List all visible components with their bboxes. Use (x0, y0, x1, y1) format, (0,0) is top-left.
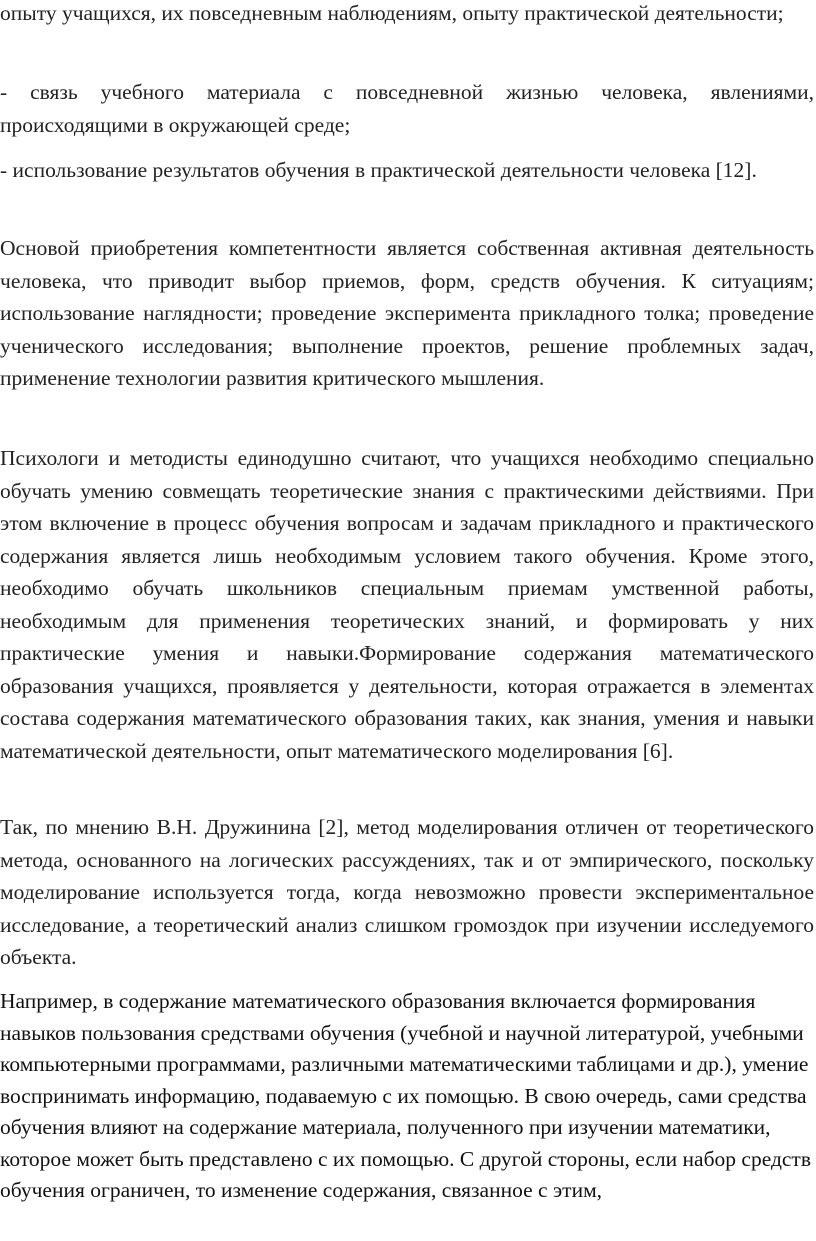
paragraph-5: Психологи и методисты единодушно считают, что учащихся необходимо специально обучать умению совмещать теоретические знания с практическими действиями. При этом включение в процесс обучения вопросам и задачам прикладного и практического содержания является лишь необходимым условием такого обучения. Кроме этого, необходимо обучать школьников специальным приемам умственной работы, необходимым для применения теоретических знаний, и формировать у них практические умения и навыки.Формирование содержания математического образования учащихся, проявляется у деятельности, которая отражается в элементах состава содержания математического образования таких, как знания, умения и навыки математической деятельности, опыт математического моделирования [6]. (0, 446, 814, 763)
paragraph-3: - использование результатов обучения в практической деятельности человека [12]. (0, 158, 757, 182)
paragraph-6: Так, по мнению В.Н. Дружинина [2], метод моделирования отличен от теоретического метода, основанного на логических рассуждениях, так и от эмпирического, поскольку моделирование используется тогда, когда невозможно провести экспериментальное исследование, а теоретический анализ слишком громоздок при изучении исследуемого объекта. (0, 815, 814, 969)
paragraph-4: Основой приобретения компетентности является собственная активная деятельность человека, что приводит выбор приемов, форм, средств обучения. К ситуациям; использование наглядности; проведение эксперимента прикладного толка; проведение ученического исследования; выполнение проектов, решение проблемных задач, применение технологии развития критического мышления. (0, 236, 814, 390)
paragraph-1: опыту учащихся, их повседневным наблюдениям, опыту практической деятельности; (0, 1, 784, 25)
paragraph-7: Например, в содержание математического образования включается формирования навыков пользования средствами обучения (учебной и научной литературой, учебными компьютерными программами, различными математическими таблицами и др.), умение воспринимать информацию, подаваемую с их помощью. В свою очередь, сами средства обучения влияют на содержание материала, полученного при изучении математики, которое может быть представлено с их помощью. С другой стороны, если набор средств обучения ограничен, то изменение содержания, связанное с этим, (0, 989, 811, 1202)
paragraph-2: - связь учебного материала с повседневной жизнью человека, явлениями, происходящими в окружающей среде; (0, 80, 814, 137)
